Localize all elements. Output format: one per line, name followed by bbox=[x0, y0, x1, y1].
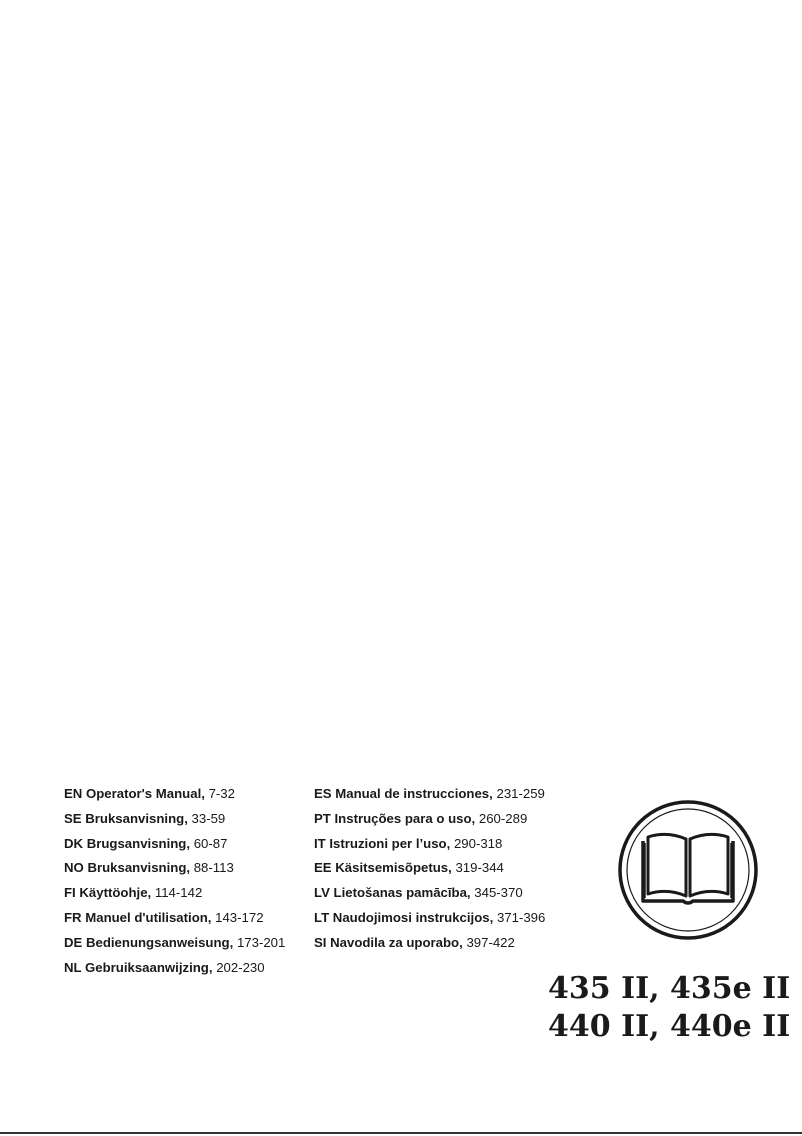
page-range: 371-396 bbox=[496, 909, 546, 925]
language-entry-de bbox=[64, 931, 314, 956]
page-range: 345-370 bbox=[474, 885, 523, 901]
language-label: FI Käyttöohje, bbox=[64, 885, 152, 901]
page-range: 319-344 bbox=[455, 860, 504, 876]
language-label: LT Naudojimosi instrukcijos, bbox=[314, 909, 494, 925]
language-label: NL Gebruiksaanwijzing, bbox=[64, 959, 213, 975]
language-entry-it bbox=[314, 832, 614, 857]
bottom-divider bbox=[0, 1132, 802, 1134]
page-range: 290-318 bbox=[453, 835, 503, 851]
page-range: 33-59 bbox=[191, 810, 226, 826]
language-label: FR Manuel d'utilisation, bbox=[64, 909, 212, 925]
language-entry-es bbox=[314, 782, 614, 807]
model-line-1: 435 II, 435e II bbox=[548, 971, 791, 1006]
model-numbers bbox=[548, 970, 791, 1046]
language-entry-no bbox=[64, 856, 314, 881]
language-label: ES Manual de instrucciones, bbox=[314, 786, 493, 801]
model-line-2: 440 II, 440e II bbox=[548, 1009, 791, 1044]
page-range: 7-32 bbox=[208, 786, 235, 801]
language-entry-en bbox=[64, 782, 314, 807]
language-entry-lv bbox=[314, 881, 614, 906]
page-range: 231-259 bbox=[496, 786, 545, 801]
page-range: 143-172 bbox=[215, 909, 264, 925]
language-entry-si bbox=[314, 931, 614, 956]
language-list-left bbox=[64, 782, 314, 980]
page-range: 260-289 bbox=[478, 810, 528, 826]
language-label: EE Käsitsemisõpetus, bbox=[314, 860, 452, 876]
language-label: NO Bruksanvisning, bbox=[64, 860, 191, 876]
page-range: 397-422 bbox=[466, 934, 515, 950]
language-label: EN Operator's Manual, bbox=[64, 786, 205, 801]
language-entry-lt bbox=[314, 906, 614, 931]
language-label: SI Navodila za uporabo, bbox=[314, 934, 463, 950]
language-entry-fr bbox=[64, 906, 314, 931]
language-label: LV Lietošanas pamācība, bbox=[314, 885, 471, 901]
language-entry-pt bbox=[314, 807, 614, 832]
page-range: 173-201 bbox=[236, 934, 286, 950]
language-label: DE Bedienungsanweisung, bbox=[64, 934, 234, 950]
language-entry-dk bbox=[64, 832, 314, 857]
page-range: 114-142 bbox=[154, 885, 203, 901]
language-entry-ee bbox=[314, 856, 614, 881]
open-book-icon bbox=[617, 799, 759, 941]
language-entry-fi bbox=[64, 881, 314, 906]
language-label: IT Istruzioni per l’uso, bbox=[314, 835, 451, 851]
language-entry-se bbox=[64, 807, 314, 832]
page-range: 202-230 bbox=[216, 959, 265, 975]
language-label: PT Instruções para o uso, bbox=[314, 810, 476, 826]
language-list-right bbox=[314, 782, 614, 956]
language-label: SE Bruksanvisning, bbox=[64, 810, 188, 826]
language-label: DK Brugsanvisning, bbox=[64, 835, 191, 851]
page-range: 88-113 bbox=[193, 860, 234, 876]
page-range: 60-87 bbox=[193, 835, 228, 851]
language-entry-nl bbox=[64, 956, 314, 981]
